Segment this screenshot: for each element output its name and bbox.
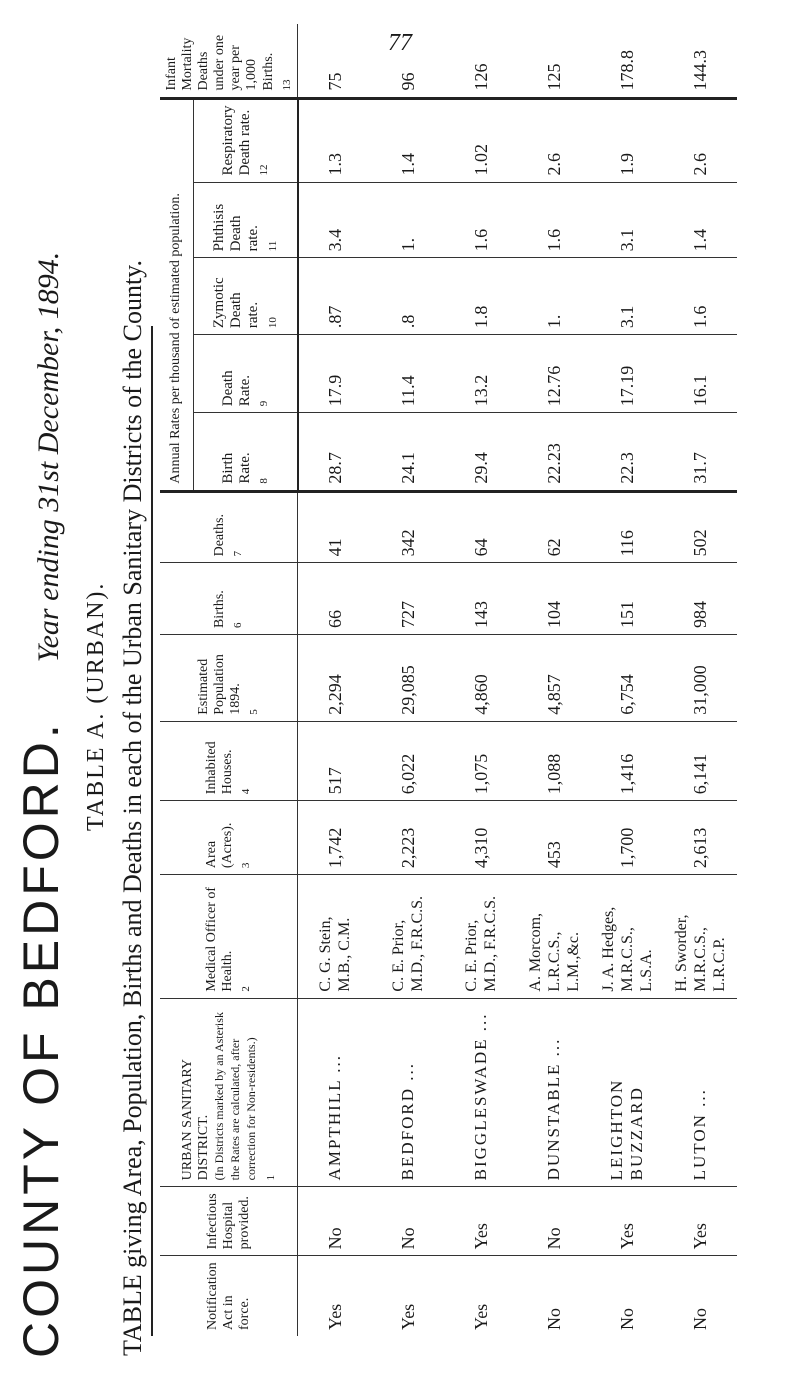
col-header-district: URBAN SANITARY DISTRICT. (In Districts marked by an Asterisk the Rates are calculated, after correction for Non-residents.) 1	[160, 998, 298, 1187]
district-cell: DUNSTABLE ...	[518, 998, 591, 1187]
table-row	[664, 24, 737, 1336]
births-cell: 151	[591, 563, 664, 635]
act-cell: Yes	[470, 1303, 491, 1330]
death-rate-cell: 12.76	[518, 335, 591, 413]
col-header-phthisis: Phthisis Death rate. 11	[193, 182, 298, 258]
hospital-cell: Yes	[591, 1187, 664, 1256]
zymotic-cell: 3.1	[591, 258, 664, 335]
birth-rate-cell: 31.7	[664, 413, 737, 491]
col-header-infant: Infant Mortality Deaths under one year per 1,000 Births. 13	[160, 24, 298, 98]
houses-cell: 1,416	[591, 721, 664, 801]
infant-cell: 125	[518, 24, 591, 98]
death-rate-cell: 17.19	[591, 335, 664, 413]
col-header-deaths: Deaths. 7	[160, 491, 298, 563]
deaths-cell: 502	[664, 491, 737, 563]
zymotic-cell: 1.6	[664, 258, 737, 335]
col-header-death-rate: Death Rate. 9	[193, 335, 298, 413]
table-row	[372, 24, 445, 1336]
statistics-table	[160, 24, 737, 1336]
district-note: (In Districts marked by an Asterisk the Rates are calculated, after correction for Non-residents.)	[212, 1012, 259, 1181]
mo-cell: C. E. Prior, M.D., F.R.C.S.	[372, 875, 445, 998]
zymotic-cell: 1.	[518, 258, 591, 335]
houses-cell: 6,141	[664, 721, 737, 801]
area-cell: 4,310	[445, 801, 518, 875]
deaths-cell: 116	[591, 491, 664, 563]
county-title	[12, 252, 70, 1358]
births-cell: 66	[298, 563, 372, 635]
phthisis-cell: 3.4	[298, 182, 372, 258]
act-cell: No	[689, 1308, 710, 1330]
district-cell: LEIGHTON BUZZARD	[591, 998, 664, 1187]
birth-rate-cell: 29.4	[445, 413, 518, 491]
table-row	[518, 24, 591, 1336]
infant-cell: 178.8	[591, 24, 664, 98]
area-cell: 1,742	[298, 801, 372, 875]
birth-rate-cell: 24.1	[372, 413, 445, 491]
col-header-respiratory: Respiratory Death rate. 12	[193, 98, 298, 182]
population-cell: 31,000	[664, 635, 737, 722]
district-cell: BIGGLESWADE ...	[445, 998, 518, 1187]
phthisis-cell: 1.	[372, 182, 445, 258]
houses-cell: 1,075	[445, 721, 518, 801]
col-header-houses: Inhabited Houses. 4	[160, 721, 298, 801]
deaths-cell: 64	[445, 491, 518, 563]
area-cell: 453	[518, 801, 591, 875]
houses-cell: 6,022	[372, 721, 445, 801]
birth-rate-cell: 22.3	[591, 413, 664, 491]
population-cell: 4,857	[518, 635, 591, 722]
houses-cell: 517	[298, 721, 372, 801]
infant-cell: 144.3	[664, 24, 737, 98]
population-cell: 29,085	[372, 635, 445, 722]
phthisis-cell: 1.4	[664, 182, 737, 258]
infant-cell: 96	[372, 24, 445, 98]
respiratory-cell: 1.4	[372, 98, 445, 182]
zymotic-cell: 1.8	[445, 258, 518, 335]
births-cell: 984	[664, 563, 737, 635]
hospital-cell: No	[518, 1187, 591, 1256]
births-cell: 727	[372, 563, 445, 635]
respiratory-cell: 1.3	[298, 98, 372, 182]
area-cell: 1,700	[591, 801, 664, 875]
act-cell: Yes	[324, 1303, 345, 1330]
area-cell: 2,613	[664, 801, 737, 875]
birth-rate-cell: 22.23	[518, 413, 591, 491]
population-cell: 2,294	[298, 635, 372, 722]
zymotic-cell: .87	[298, 258, 372, 335]
area-cell: 2,223	[372, 801, 445, 875]
col-header-zymotic: Zymotic Death rate. 10	[193, 258, 298, 335]
col-header-acts: Notification Act in force.	[160, 1256, 298, 1336]
deaths-cell: 41	[298, 491, 372, 563]
deaths-cell: 62	[518, 491, 591, 563]
death-rate-cell: 11.4	[372, 335, 445, 413]
district-cell: BEDFORD ...	[372, 998, 445, 1187]
respiratory-cell: 1.02	[445, 98, 518, 182]
death-rate-cell: 13.2	[445, 335, 518, 413]
year-label: Year ending 31st December, 1894.	[32, 251, 65, 663]
act-cell: Yes	[397, 1303, 418, 1330]
death-rate-cell: 17.9	[298, 335, 372, 413]
births-cell: 104	[518, 563, 591, 635]
district-cell: LUTON ...	[664, 998, 737, 1187]
table-title: TABLE A. (URBAN).	[83, 581, 109, 831]
phthisis-cell: 1.6	[518, 182, 591, 258]
phthisis-cell: 3.1	[591, 182, 664, 258]
mo-cell: C. E. Prior, M.D., F.R.C.S.	[445, 875, 518, 998]
table-row	[298, 24, 372, 1336]
birth-rate-cell: 28.7	[298, 413, 372, 491]
col-header-rates-group: Annual Rates per thousand of estimated population.	[160, 98, 193, 491]
act-cell: No	[543, 1308, 564, 1330]
table-row	[445, 24, 518, 1336]
hospital-cell: No	[298, 1187, 372, 1256]
col-header-hospital: Infectious Hospital provided.	[160, 1187, 298, 1256]
table-caption: TABLE giving Area, Population, Births and Deaths in each of the Urban Sanitary Districts of the County.	[118, 260, 147, 1356]
respiratory-cell: 1.9	[591, 98, 664, 182]
respiratory-cell: 2.6	[518, 98, 591, 182]
mo-cell: C. G. Stein, M.B., C.M.	[298, 875, 372, 998]
infant-cell: 75	[298, 24, 372, 98]
mo-cell: A. Morcom, L.R.C.S., L.M.,&c.	[518, 875, 591, 998]
death-rate-cell: 16.1	[664, 335, 737, 413]
houses-cell: 1,088	[518, 721, 591, 801]
hospital-cell: No	[372, 1187, 445, 1256]
col-header-mo: Medical Officer of Health. 2	[160, 875, 298, 998]
zymotic-cell: .8	[372, 258, 445, 335]
respiratory-cell: 2.6	[664, 98, 737, 182]
col-header-population: Estimated Population 1894. 5	[160, 635, 298, 722]
county-name: COUNTY OF BEDFORD.	[13, 720, 69, 1358]
hospital-cell: Yes	[445, 1187, 518, 1256]
population-cell: 4,860	[445, 635, 518, 722]
mo-cell: H. Sworder, M.R.C.S., L.R.C.P.	[664, 875, 737, 998]
col-header-area: Area (Acres). 3	[160, 801, 298, 875]
deaths-cell: 342	[372, 491, 445, 563]
infant-cell: 126	[445, 24, 518, 98]
col-header-births: Births. 6	[160, 563, 298, 635]
district-cell: AMPTHILL ...	[298, 998, 372, 1187]
phthisis-cell: 1.6	[445, 182, 518, 258]
title-rule	[151, 326, 153, 1336]
col-header-birth-rate: Birth Rate. 8	[193, 413, 298, 491]
act-cell: No	[616, 1308, 637, 1330]
births-cell: 143	[445, 563, 518, 635]
page-number: 77	[388, 30, 412, 56]
hospital-cell: Yes	[664, 1187, 737, 1256]
table-row	[591, 24, 664, 1336]
population-cell: 6,754	[591, 635, 664, 722]
mo-cell: J. A. Hedges, M.R.C.S., L.S.A.	[591, 875, 664, 998]
